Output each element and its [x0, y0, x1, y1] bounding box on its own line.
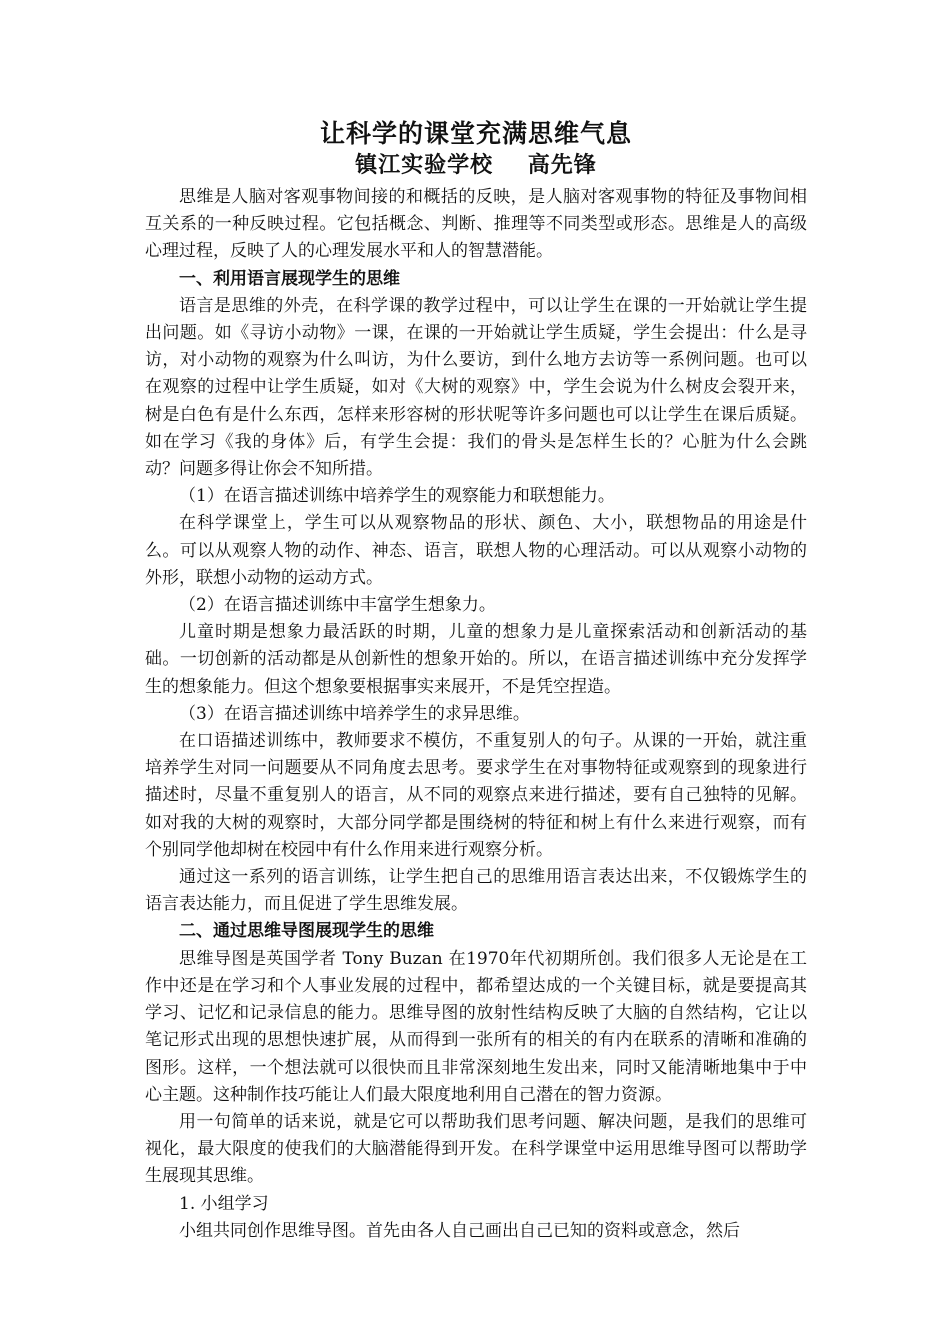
document-page [145, 118, 807, 1245]
subpoint-heading: 1. 小组学习 [179, 1193, 269, 1214]
document-title: 让科学的课堂充满思维气息 [319, 119, 632, 148]
paragraph: 用一句简单的话来说，就是它可以帮助我们思考问题、解决问题，是我们的思维可视化，最大限度的使我们的大脑潜能得到开发。在科学课堂中运用思维导图可以帮助学生展现其思维。 [145, 1111, 807, 1187]
paragraph: 思维是人脑对客观事物间接的和概括的反映，是人脑对客观事物的特征及事物间相互关系的一种反映过程。它包括概念、判断、推理等不同类型或形态。思维是人的高级心理过程，反映了人的心理发展水平和人的智慧潜能。 [145, 187, 807, 262]
paragraph: 在科学课堂上，学生可以从观察物品的形状、颜色、大小，联想物品的用途是什么。可以从观察人物的动作、神态、语言，联想人物的心理活动。可以从观察小动物的外形，联想小动物的运动方式。 [145, 513, 807, 588]
paragraph: 在口语描述训练中，教师要求不模仿，不重复别人的句子。从课的一开始，就注重培养学生对同一问题要从不同角度去思考。要求学生在对事物特征或观察到的现象进行描述时，尽量不重复别人的语言，从不同的观察点来进行描述，要有自己独特的见解。如对我的大树的观察时，大部分同学都是围绕树的特征和树上有什么来进行观察，而有个别同学他却树在校园中有什么作用来进行观察分析。 [145, 731, 807, 860]
section-heading: 一、利用语言展现学生的思维 [179, 268, 400, 289]
section-heading: 二、通过思维导图展现学生的思维 [179, 921, 434, 942]
subpoint-heading: （1）在语言描述训练中培养学生的观察能力和联想能力。 [179, 486, 615, 507]
subpoint-heading: （3）在语言描述训练中培养学生的求异思维。 [179, 703, 530, 724]
paragraph: 小组共同创作思维导图。首先由各人自己画出自己已知的资料或意念，然后 [179, 1220, 740, 1241]
author-line: 镇江实验学校 高先锋 [355, 152, 597, 178]
paragraph: 通过这一系列的语言训练，让学生把自己的思维用语言表达出来，不仅锻炼学生的语言表达能力，而且促进了学生思维发展。 [145, 867, 807, 915]
subpoint-heading: （2）在语言描述训练中丰富学生想象力。 [179, 595, 496, 616]
paragraph: 思维导图是英国学者 Tony Buzan 在1970年代初期所创。我们很多人无论是在工作中还是在学习和个人事业发展的过程中，都希望达成的一个关键目标，就是要提高其学习、记忆和记录信息的能力。思维导图的放射性结构反映了大脑的自然结构，它让以笔记形式出现的思想快速扩展，从而得到一张所有的相关的有内在联系的清晰和准确的图形。这样，一个想法就可以很快而且非常深刻地生发出来，同时又能清晰地集中于中心主题。这种制作技巧能让人们最大限度地利用自己潜在的智力资源。 [145, 948, 807, 1105]
paragraph: 儿童时期是想象力最活跃的时期，儿童的想象力是儿童探索活动和创新活动的基础。一切创新的活动都是从创新性的想象开始的。所以，在语言描述训练中充分发挥学生的想象能力。但这个想象要根据事实来展开，不是凭空捏造。 [145, 622, 807, 697]
paragraph: 语言是思维的外壳，在科学课的教学过程中，可以让学生在课的一开始就让学生提出问题。如《寻访小动物》一课，在课的一开始就让学生质疑，学生会提出：什么是寻访，对小动物的观察为什么叫访，为什么要访，到什么地方去访等一系例问题。也可以在观察的过程中让学生质疑，如对《大树的观察》中，学生会说为什么树皮会裂开来，树是白色有是什么东西，怎样来形容树的形状呢等许多问题也可以让学生在课后质疑。如在学习《我的身体》后，有学生会提：我们的骨头是怎样生长的？心脏为什么会跳动？问题多得让你会不知所措。 [145, 295, 807, 480]
